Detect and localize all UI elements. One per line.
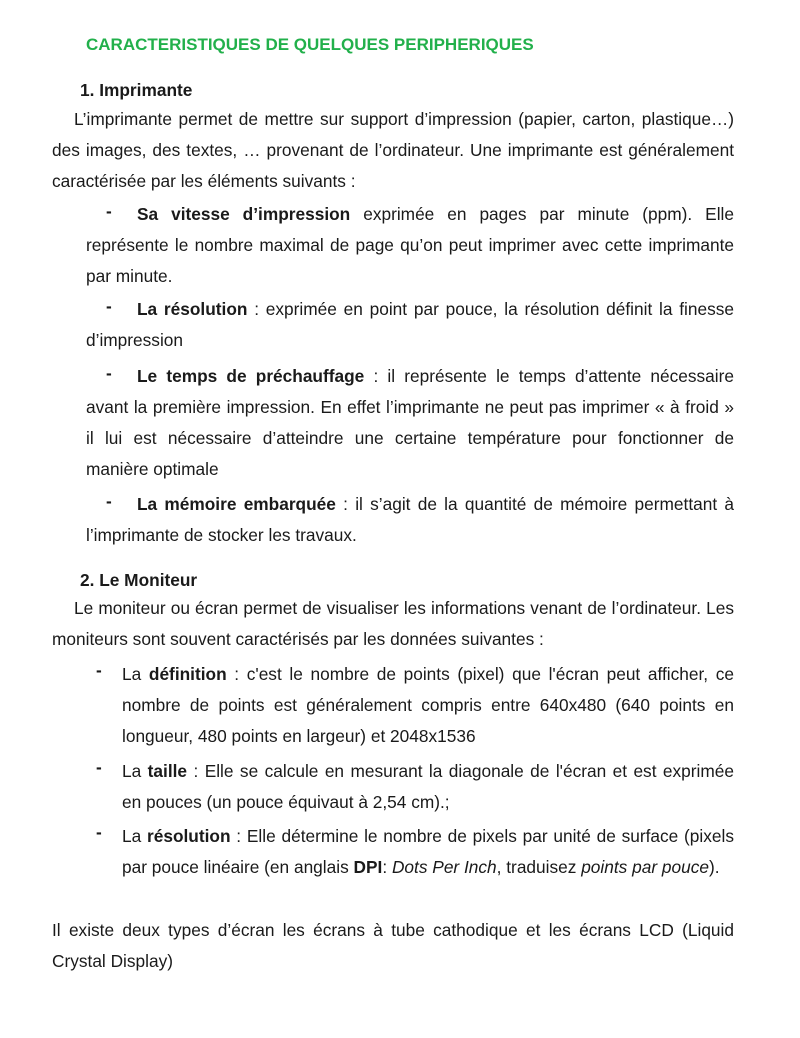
list-item-vitesse	[86, 199, 734, 292]
intro-text: L’imprimante permet de mettre sur support d’impression (papier, carton, plastique…) des images, des textes, … provenant de l’ordinateur. Une imprimante est généralement caractérisée par les éléments suivants :	[52, 109, 734, 191]
term-memoire: La mémoire embarquée	[137, 494, 336, 514]
term-taille: taille	[147, 761, 188, 781]
item-text: : Elle se calcule en mesurant la diagonale de l'écran et est exprimée en pouces (un pouce équivaut à 2,54 cm).;	[122, 761, 734, 812]
list-item-resolution	[86, 294, 734, 356]
bullet-dash: -	[106, 201, 112, 221]
item-text: :	[382, 857, 392, 877]
bullet-dash: -	[106, 491, 112, 511]
bullet-dash: -	[106, 296, 112, 316]
item-prefix: La	[122, 826, 147, 846]
item-prefix: La	[122, 664, 149, 684]
term-resolution: La résolution	[137, 299, 248, 319]
list-item-resolution-ecran	[122, 821, 734, 883]
list-item-prechauffage	[86, 361, 734, 485]
bullet-dash: -	[96, 822, 102, 842]
intro-text: Le moniteur ou écran permet de visualiser les informations venant de l’ordinateur. Les moniteurs sont souvent caractérisés par les données suivantes :	[52, 598, 734, 649]
item-text: exprimée en pages par minute (ppm). Elle représente le nombre maximal de page qu’on peut imprimer avec cette imprimante par minute.	[86, 204, 734, 286]
item-text: : il s’agit de la quantité de mémoire permettant à l’imprimante de stocker les travaux.	[86, 494, 734, 545]
paragraph-imprimante-intro	[52, 104, 734, 197]
paragraph-moniteur-intro	[52, 593, 734, 655]
bullet-dash: -	[106, 363, 112, 383]
translation: points par pouce	[581, 857, 709, 877]
section-heading-moniteur: 2. Le Moniteur	[80, 570, 198, 590]
bullet-dash: -	[96, 660, 102, 680]
term-vitesse: Sa vitesse d’impression	[137, 204, 351, 224]
list-item-memoire	[86, 489, 734, 551]
term-prechauffage: Le temps de préchauffage	[137, 366, 365, 386]
closing-text: Il existe deux types d’écran les écrans à tube cathodique et les écrans LCD (Liquid Crystal Display)	[52, 920, 734, 971]
bullet-dash: -	[96, 757, 102, 777]
term-definition: définition	[148, 664, 227, 684]
item-text: : il représente le temps d’attente nécessaire avant la première impression. En effet l’imprimante ne peut pas imprimer « à froid » il lui est nécessaire d’atteindre une certaine température pour fonctionner de manière optimale	[86, 366, 734, 479]
dpi-full: Dots Per Inch	[391, 857, 497, 877]
term-dpi: DPI	[353, 857, 383, 877]
item-text: : c'est le nombre de points (pixel) que l'écran peut afficher, ce nombre de points est généralement compris entre 640x480 (640 points en longueur, 480 points en largeur) et 2048x1536	[122, 664, 734, 746]
item-text: ).	[708, 857, 720, 877]
item-text: : exprimée en point par pouce, la résolution définit la finesse d’impression	[86, 299, 735, 350]
list-item-definition	[122, 659, 734, 752]
page-title: CARACTERISTIQUES DE QUELQUES PERIPHERIQUES	[86, 35, 534, 54]
item-text: , traduisez	[496, 857, 582, 877]
term-resolution-ecran: résolution	[147, 826, 231, 846]
section-heading-imprimante: 1. Imprimante	[80, 80, 193, 100]
paragraph-closing	[52, 915, 734, 977]
item-prefix: La	[122, 761, 148, 781]
item-text: : Elle détermine le nombre de pixels par unité de surface (pixels par pouce linéaire (en anglais	[122, 826, 734, 877]
list-item-taille	[122, 756, 734, 818]
